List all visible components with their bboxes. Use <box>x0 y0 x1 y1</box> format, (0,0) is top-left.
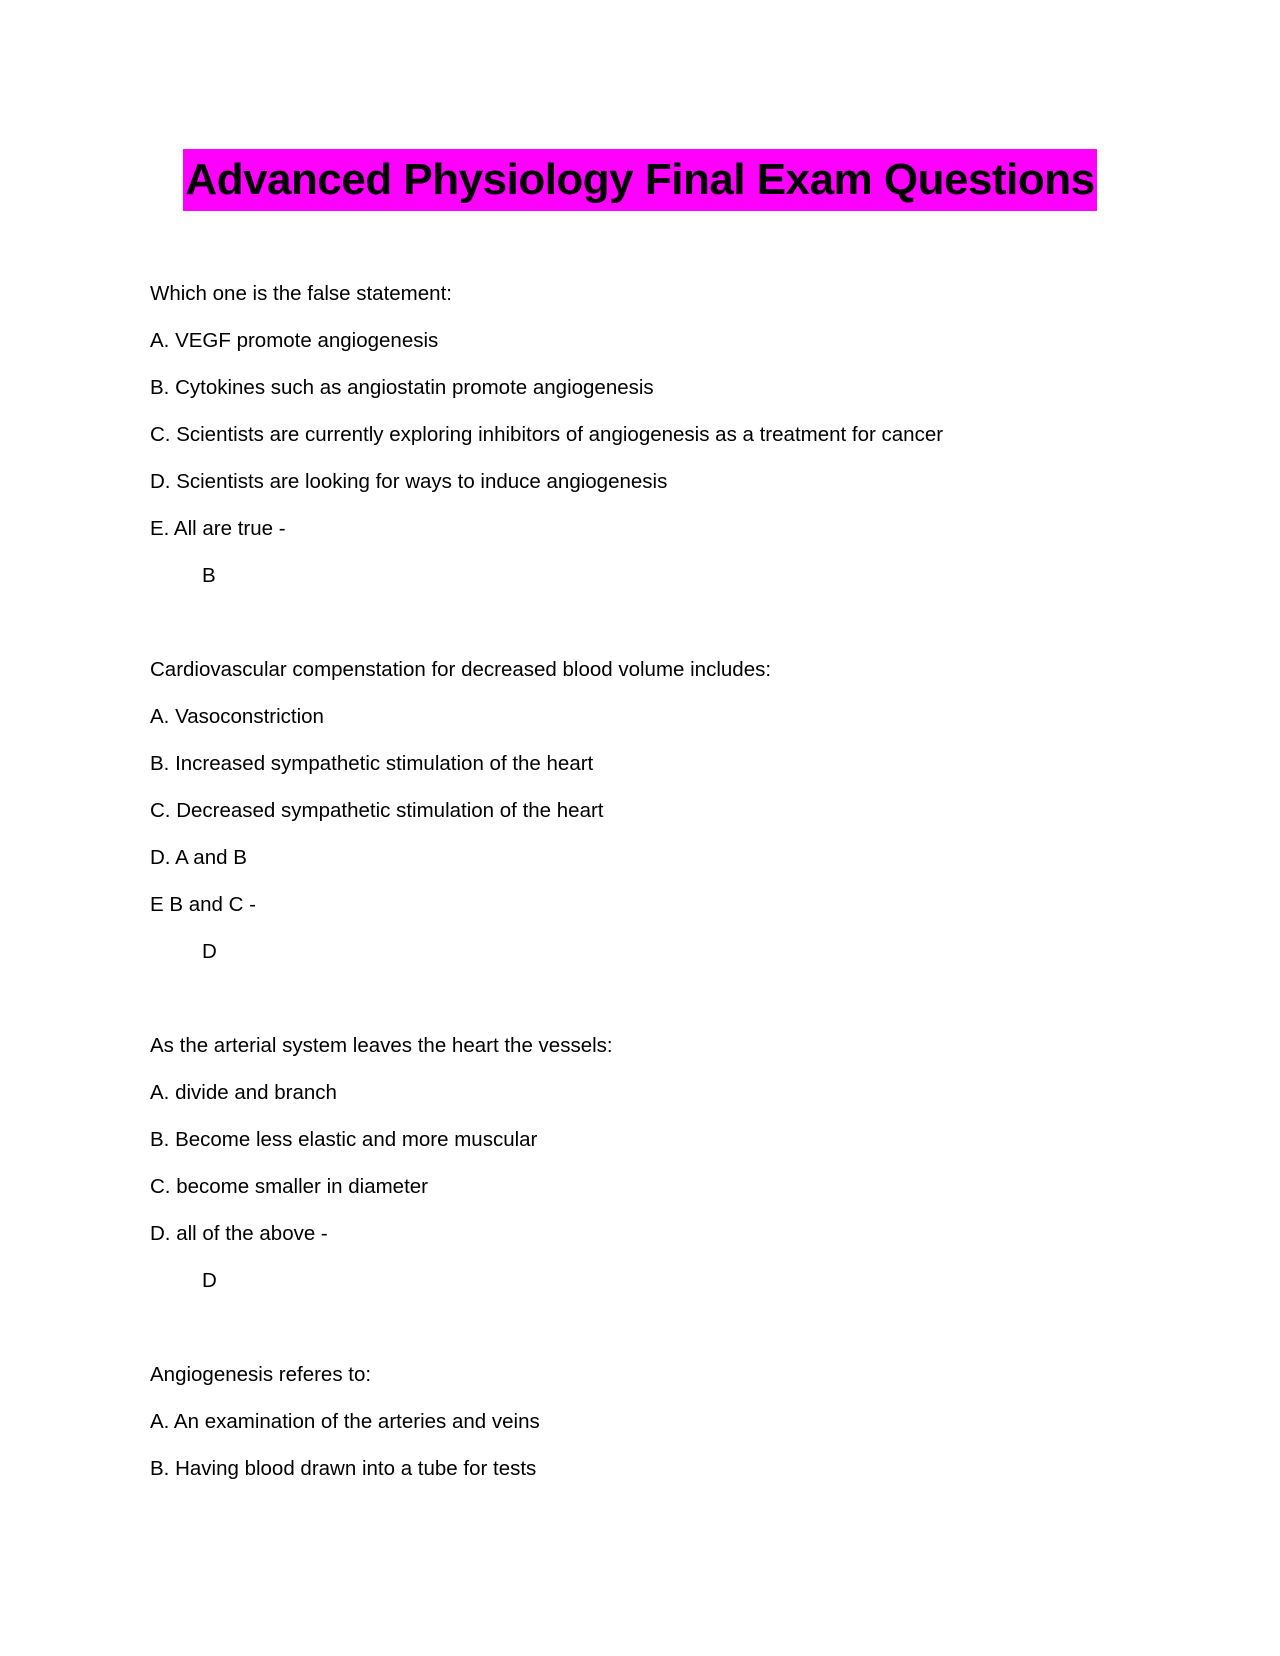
option: B. Become less elastic and more muscular <box>150 1128 538 1151</box>
option: D. A and B <box>150 846 247 869</box>
option: D. all of the above - <box>150 1222 328 1245</box>
question-prompt: Which one is the false statement: <box>150 282 452 305</box>
option: D. Scientists are looking for ways to induce angiogenesis <box>150 470 668 493</box>
question-block <box>150 1026 1150 1308</box>
option: B. Increased sympathetic stimulation of the heart <box>150 752 594 775</box>
option: C. become smaller in diameter <box>150 1175 428 1198</box>
option: C. Scientists are currently exploring inhibitors of angiogenesis as a treatment for cancer <box>150 423 944 446</box>
option: A. divide and branch <box>150 1081 337 1104</box>
option: E B and C - <box>150 893 256 916</box>
answer-key: D <box>202 1269 217 1292</box>
answer-key: B <box>202 564 216 587</box>
option: C. Decreased sympathetic stimulation of the heart <box>150 799 604 822</box>
page-title: Advanced Physiology Final Exam Questions <box>183 149 1096 211</box>
question-prompt: As the arterial system leaves the heart the vessels: <box>150 1034 613 1057</box>
option: B. Cytokines such as angiostatin promote angiogenesis <box>150 376 654 399</box>
option: E. All are true - <box>150 517 286 540</box>
option: A. An examination of the arteries and veins <box>150 1410 540 1433</box>
answer-key: D <box>202 940 217 963</box>
title-container <box>0 149 1280 211</box>
question-block <box>150 1355 1150 1496</box>
question-block <box>150 650 1150 979</box>
question-block <box>150 274 1150 603</box>
option: A. VEGF promote angiogenesis <box>150 329 439 352</box>
question-prompt: Cardiovascular compenstation for decreased blood volume includes: <box>150 658 772 681</box>
question-list <box>150 274 1150 1543</box>
question-prompt: Angiogenesis referes to: <box>150 1363 372 1386</box>
option: B. Having blood drawn into a tube for tests <box>150 1457 537 1480</box>
option: A. Vasoconstriction <box>150 705 324 728</box>
